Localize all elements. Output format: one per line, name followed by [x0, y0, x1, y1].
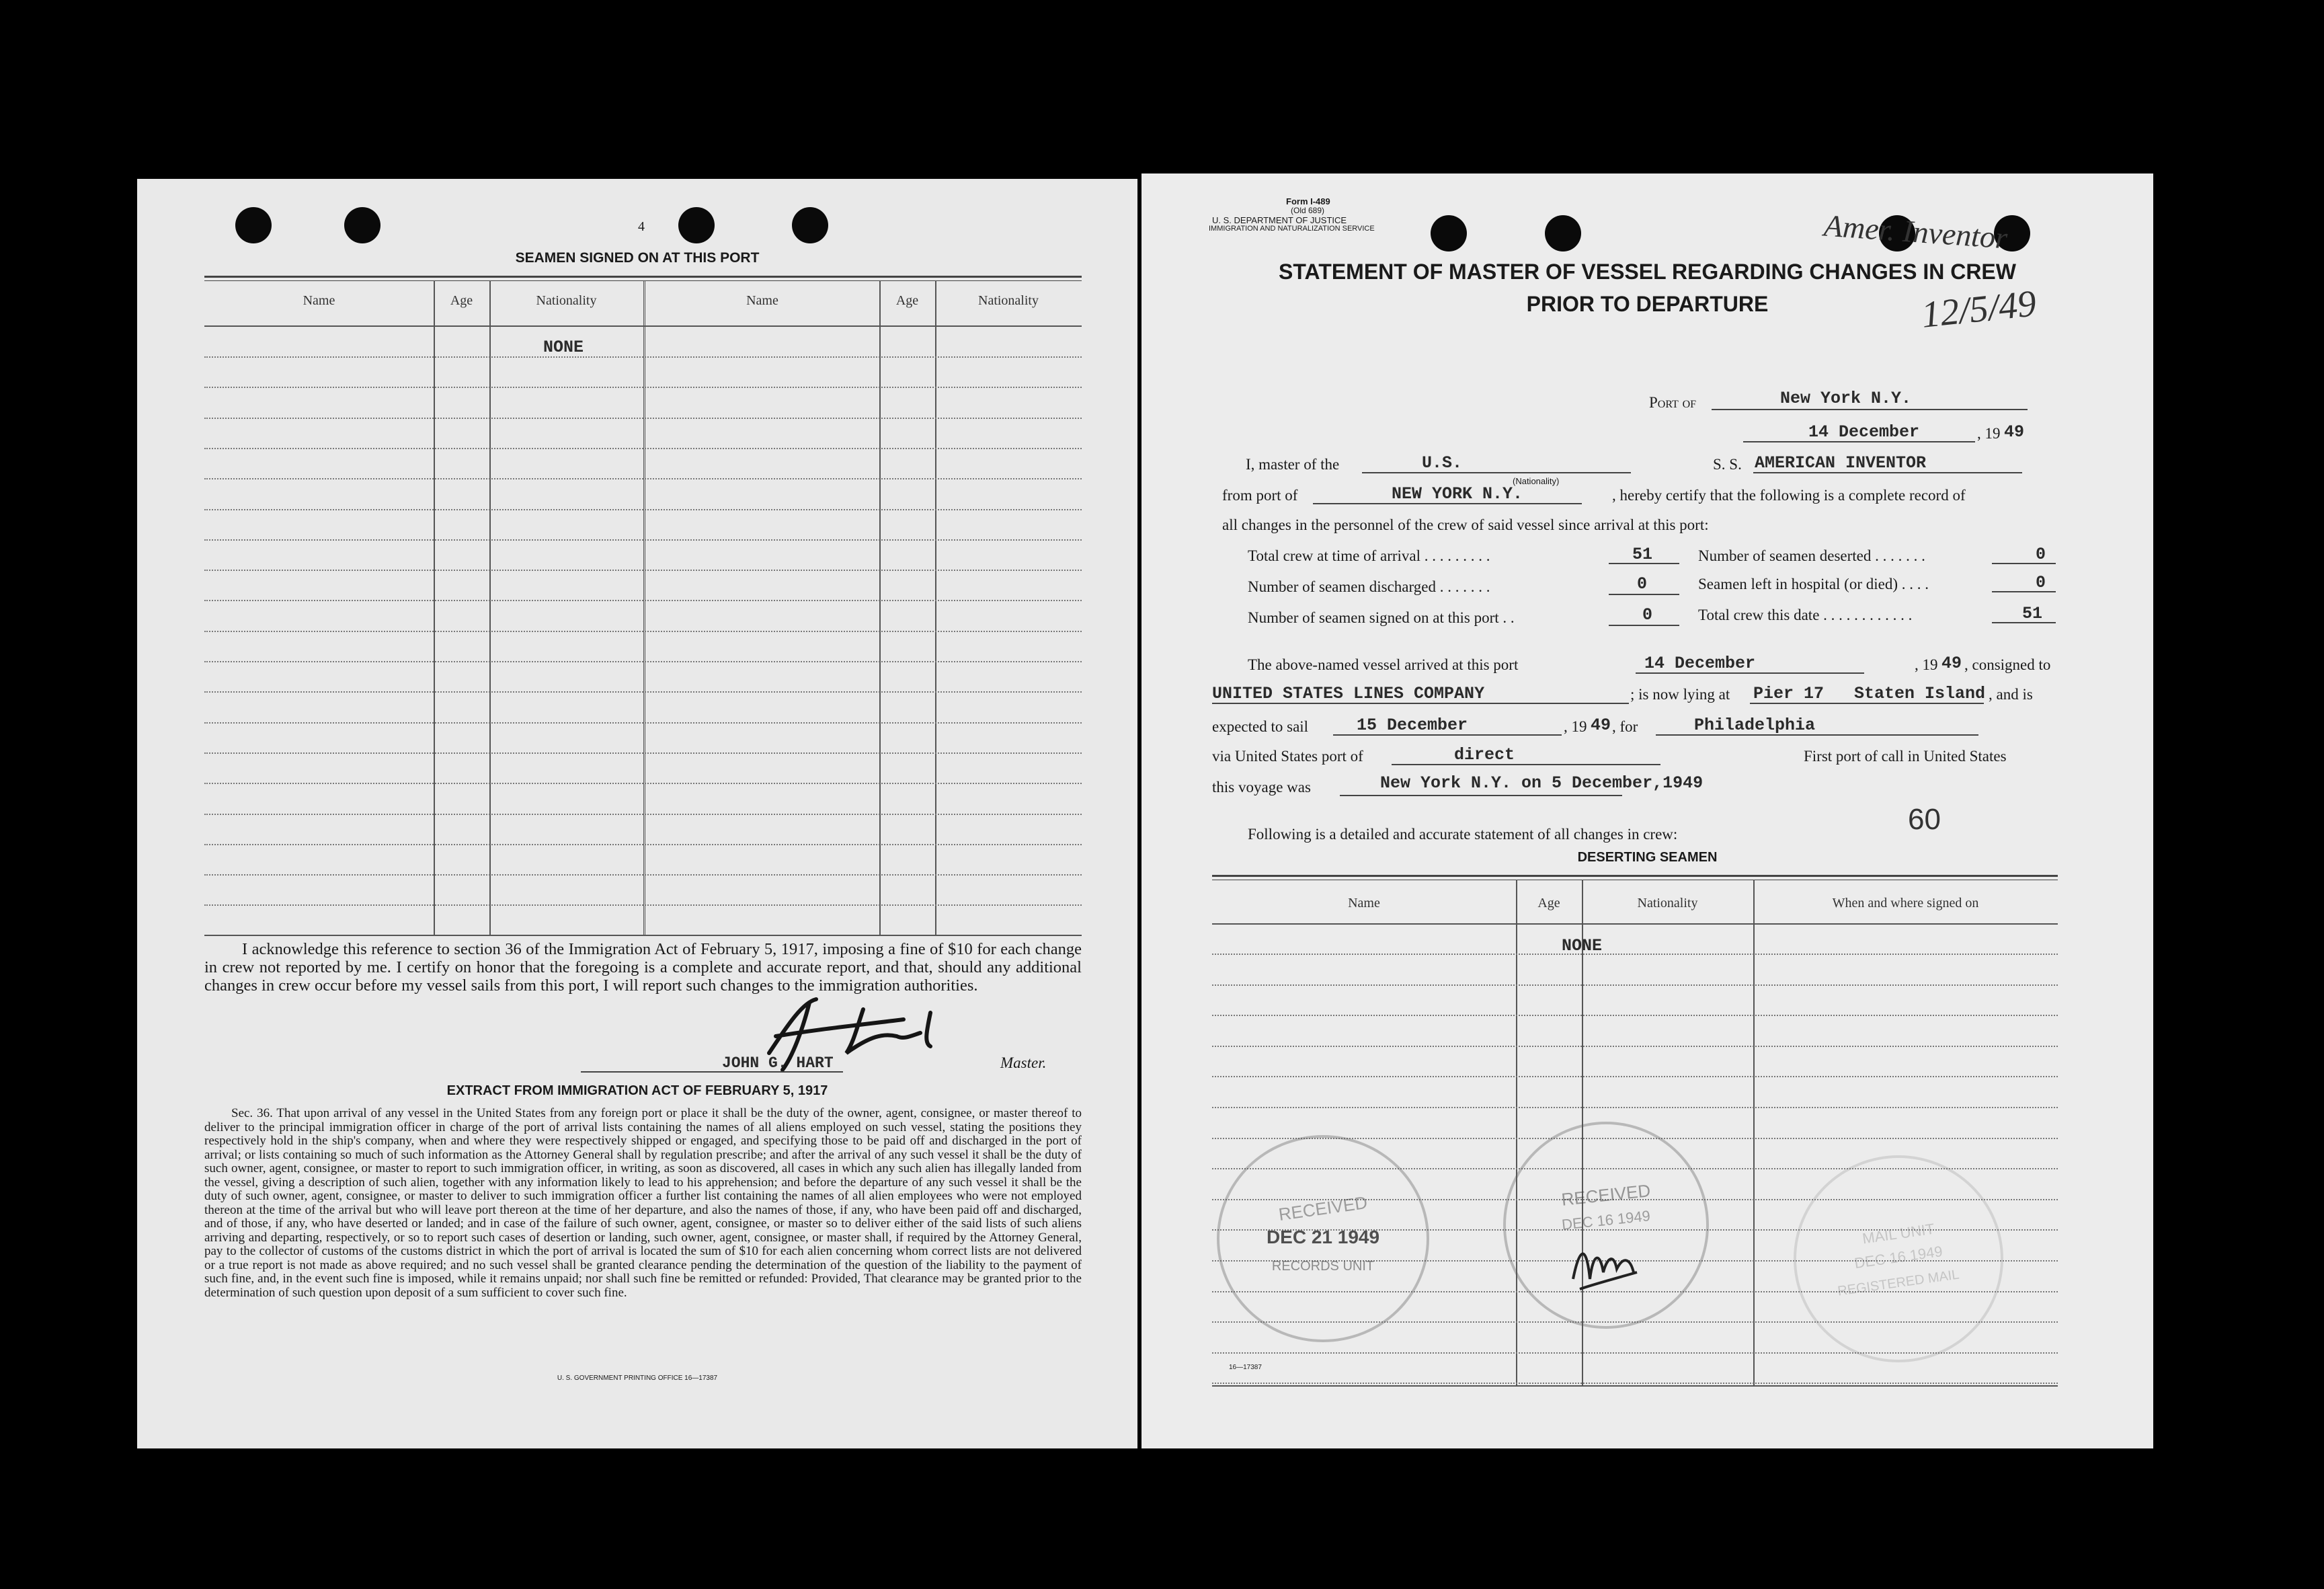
row-rule [204, 661, 1082, 662]
row-rule [204, 509, 1082, 510]
page-number: 4 [638, 219, 645, 234]
entry-none: NONE [543, 338, 584, 357]
count-line [1992, 563, 2056, 564]
nationality-line [1362, 472, 1631, 473]
form-title: STATEMENT OF MASTER OF VESSEL REGARDING CHANGES IN CREW [1279, 260, 2016, 284]
stamp-text: RECEIVED [1277, 1192, 1369, 1225]
extract-text: Sec. 36. That upon arrival of any vessel in the United States from any foreign port or place it shall be the duty of the owner, agent, consignee, or master thereof to deliver to the principal immigration officer in charge of the port of arrival lists containing the names of all aliens employed on such vessel, stating the positions they respectively hold in the ship's company, when and where they were respectively shipped or engaged, and specifying those to be paid off and discharged in the port of arrival; or lists containing so much of such information as the Attorney General shall by regulation prescribe; and after the arrival of any such vessel it shall be the duty of such owner, agent, consignee, or master to report to such immigration officer, in writing, as soon as discovered, all cases in which any such alien has illegally landed from the vessel, giving a description of such alien, together with any information likely to lead to his apprehension; and before the departure of any such vessel it shall be the duty of such owner, agent, consignee, or master to deliver to such immigration officer a further list containing the names of all alien employees who were not employed thereon at the time of the arrival but who will leave port thereon at the time of her departure, and also the names of those, if any, who have been paid off and discharged, and of those, if any, who have deserted or landed; and in case of the failure of such owner, agent, consignee, or master so to deliver either of the said lists of such aliens arriving and departing, respectively, or so to report such cases of desertion or landing, such owner, agent, consignee, or master shall, if required by the Attorney General, pay to the collector of customs of the customs district in which the port of arrival is located the sum of $10 for each alien concerning whom correct lists are not delivered or a true report is not made as above required; and no such vessel shall be granted clearance pending the determination of the question of the liability to the payment of such fine, and, in the event such fine is imposed, while it remains unpaid; nor shall such fine be remitted or refunded: Provided, That clearance may be granted prior to the determination of such question upon deposit of a sum sufficient to cover such fine. [204, 1106, 1082, 1300]
column-header-age: Age [450, 293, 473, 308]
deserting-entry-none: NONE [1562, 936, 1603, 956]
arrived-label: The above-named vessel arrived at this port [1248, 656, 1519, 673]
hospital-label: Seamen left in hospital (or died) . . . . [1698, 576, 1929, 592]
column-divider [1516, 880, 1517, 1385]
via-line [1392, 764, 1660, 765]
service: IMMIGRATION AND NATURALIZATION SERVICE [1209, 225, 1375, 233]
row-rule [204, 478, 1082, 479]
consignee: UNITED STATES LINES COMPANY [1212, 684, 1485, 703]
row-rule [1212, 1046, 2058, 1047]
voyage-line [1340, 795, 1622, 796]
from-port-value: NEW YORK N.Y. [1392, 484, 1523, 504]
stamp-date: DEC 21 1949 [1266, 1227, 1380, 1247]
year-value: 49 [2004, 422, 2025, 442]
footer-code: 16—17387 [1229, 1364, 1262, 1371]
column-header-nationality: Nationality [536, 293, 597, 308]
punch-hole [344, 207, 380, 243]
deserted-value: 0 [2036, 545, 2046, 564]
destination: Philadelphia [1694, 715, 1816, 735]
port-value: New York N.Y. [1780, 389, 1912, 408]
count-line [1609, 625, 1679, 626]
nationality-value: U.S. [1422, 453, 1463, 473]
certify-text: , hereby certify that the following is a complete record of [1612, 487, 1966, 504]
row-rule [204, 844, 1082, 845]
row-rule [1212, 1015, 2058, 1016]
deserting-title: DESERTING SEAMEN [1577, 850, 1718, 865]
discharged-value: 0 [1637, 574, 1648, 594]
ss-label: S. S. [1713, 456, 1742, 473]
column-divider [489, 280, 491, 935]
arrived-value: 14 December [1644, 654, 1756, 673]
row-rule [204, 631, 1082, 632]
row-rule [1212, 1383, 2058, 1384]
acknowledgment-text: I acknowledge this reference to section 36 of the Immigration Act of February 5, 1917, imposing a fine of $10 for each change in crew not reported by me. I certify on honor that the foregoing is a complete and accurate report, and that, should any additional changes in crew occur before my vessel sails from this port, I will report such changes to the immigration authorities. [204, 940, 1082, 995]
handwritten-vessel: Amer. Inventor [1822, 208, 2009, 256]
row-rule [1212, 984, 2058, 986]
row-rule [204, 570, 1082, 571]
sail-year-prefix: , 19 [1564, 718, 1587, 735]
column-divider [935, 280, 936, 935]
deserting-header-rule [1212, 923, 2058, 925]
column-divider [879, 280, 881, 935]
form-number: Form I-489 [1286, 196, 1330, 206]
and-is: , and is [1989, 686, 2033, 703]
handwritten-count: 60 [1908, 803, 1941, 836]
row-rule [1212, 954, 2058, 955]
via-label: via United States port of [1212, 748, 1363, 765]
column-header-age: Age [1537, 896, 1560, 910]
deserting-bottom-rule [1212, 1385, 2058, 1387]
master-prefix: I, master of the [1246, 456, 1340, 473]
signed-on-value: 0 [1642, 605, 1653, 625]
extract-title: EXTRACT FROM IMMIGRATION ACT OF FEBRUARY 5, 1917 [446, 1083, 828, 1098]
arrived-year: 49 [1941, 654, 1962, 673]
stamp-text: MAIL UNIT [1861, 1220, 1936, 1247]
row-rule [204, 783, 1082, 784]
following-text: Following is a detailed and accurate statement of all changes in crew: [1248, 826, 1678, 843]
column-divider [1753, 880, 1755, 1385]
row-rule [1212, 1107, 2058, 1108]
via-value: direct [1454, 745, 1515, 765]
stamp-text: REGISTERED MAIL [1837, 1267, 1960, 1299]
punch-hole [678, 207, 715, 243]
received-stamp [1503, 1122, 1709, 1329]
master-label: Master. [1000, 1054, 1047, 1071]
stamp-text: RECORDS UNIT [1271, 1259, 1375, 1274]
stamp-text: RECEIVED [1560, 1180, 1652, 1210]
row-rule [204, 691, 1082, 693]
port-line [1712, 409, 2028, 410]
column-header-when-where: When and where signed on [1832, 896, 1979, 910]
lying-label: ; is now lying at [1630, 686, 1730, 703]
row-rule [204, 448, 1082, 449]
column-header-name: Name [746, 293, 778, 308]
year-prefix: , 19 [1977, 425, 2001, 442]
discharged-label: Number of seamen discharged . . . . . . . [1248, 578, 1490, 595]
total-crew-arrival-label: Total crew at time of arrival . . . . . . . . . [1248, 547, 1490, 564]
voyage-value: New York N.Y. on 5 December,1949 [1380, 773, 1704, 793]
department: U. S. DEPARTMENT OF JUSTICE [1212, 215, 1347, 225]
row-rule [204, 418, 1082, 419]
nationality-caption: (Nationality) [1513, 476, 1560, 486]
master-name: JOHN G. HART [722, 1054, 834, 1072]
vessel-name: AMERICAN INVENTOR [1755, 453, 1927, 473]
signed-on-label: Number of seamen signed on at this port . . [1248, 609, 1515, 626]
handwritten-date: 12/5/49 [1919, 282, 2038, 336]
stamp-date: DEC 16 1949 [1853, 1242, 1944, 1272]
right-page [1141, 173, 2153, 1448]
first-port-label: First port of call in United States [1804, 748, 2007, 765]
column-divider [434, 280, 435, 935]
from-port-label: from port of [1222, 487, 1298, 504]
voyage-label: this voyage was [1212, 779, 1311, 796]
total-crew-date-label: Total crew this date . . . . . . . . . . . . [1698, 607, 1913, 623]
port-label: Port of [1649, 394, 1697, 411]
arrived-year-prefix: , 19 [1915, 656, 1938, 673]
expected-label: expected to sail [1212, 718, 1309, 735]
column-divider [643, 280, 645, 935]
date-value: 14 December [1808, 422, 1920, 442]
section-title: SEAMEN SIGNED ON AT THIS PORT [515, 250, 760, 266]
printing-office: U. S. GOVERNMENT PRINTING OFFICE 16—17387 [557, 1374, 718, 1382]
count-line [1609, 594, 1679, 595]
row-rule [204, 904, 1082, 906]
hospital-value: 0 [2036, 573, 2046, 592]
received-stamp [1217, 1135, 1429, 1342]
stamp-initials [1566, 1232, 1647, 1299]
deserted-label: Number of seamen deserted . . . . . . . [1698, 547, 1925, 564]
column-header-nationality: Nationality [978, 293, 1039, 308]
punch-hole [792, 207, 828, 243]
for-label: , for [1612, 718, 1638, 735]
left-page [137, 179, 1137, 1448]
punch-hole [1545, 215, 1581, 251]
form-old: (Old 689) [1291, 206, 1325, 215]
stamp-date: DEC 16 1949 [1560, 1207, 1651, 1233]
column-header-name: Name [1348, 896, 1380, 910]
column-header-age: Age [895, 293, 919, 308]
row-rule [204, 874, 1082, 876]
table-bottom-rule [204, 935, 1082, 936]
all-changes-text: all changes in the personnel of the crew of said vessel since arrival at this port: [1222, 516, 1709, 533]
punch-hole [235, 207, 272, 243]
sail-date: 15 December [1357, 715, 1468, 735]
form-subtitle: PRIOR TO DEPARTURE [1526, 292, 1769, 316]
count-line [1992, 591, 2056, 592]
row-rule [204, 722, 1082, 724]
lying-value: Pier 17 Staten Island [1753, 684, 1986, 703]
column-header-name: Name [303, 293, 335, 308]
mail-unit-stamp [1794, 1155, 2003, 1362]
sail-year: 49 [1591, 715, 1611, 735]
row-rule [1212, 1076, 2058, 1077]
row-rule [204, 814, 1082, 815]
row-rule [204, 600, 1082, 601]
row-rule [204, 387, 1082, 388]
column-header-nationality: Nationality [1637, 896, 1698, 910]
total-crew-arrival-value: 51 [1632, 545, 1653, 564]
deserting-top-rule [1212, 875, 2058, 877]
row-rule [204, 539, 1082, 541]
table-top-rule [204, 276, 1082, 278]
consigned-label: , consigned to [1964, 656, 2051, 673]
punch-hole [1431, 215, 1467, 251]
total-crew-date-value: 51 [2022, 604, 2043, 623]
row-rule [204, 356, 1082, 358]
row-rule [204, 752, 1082, 754]
